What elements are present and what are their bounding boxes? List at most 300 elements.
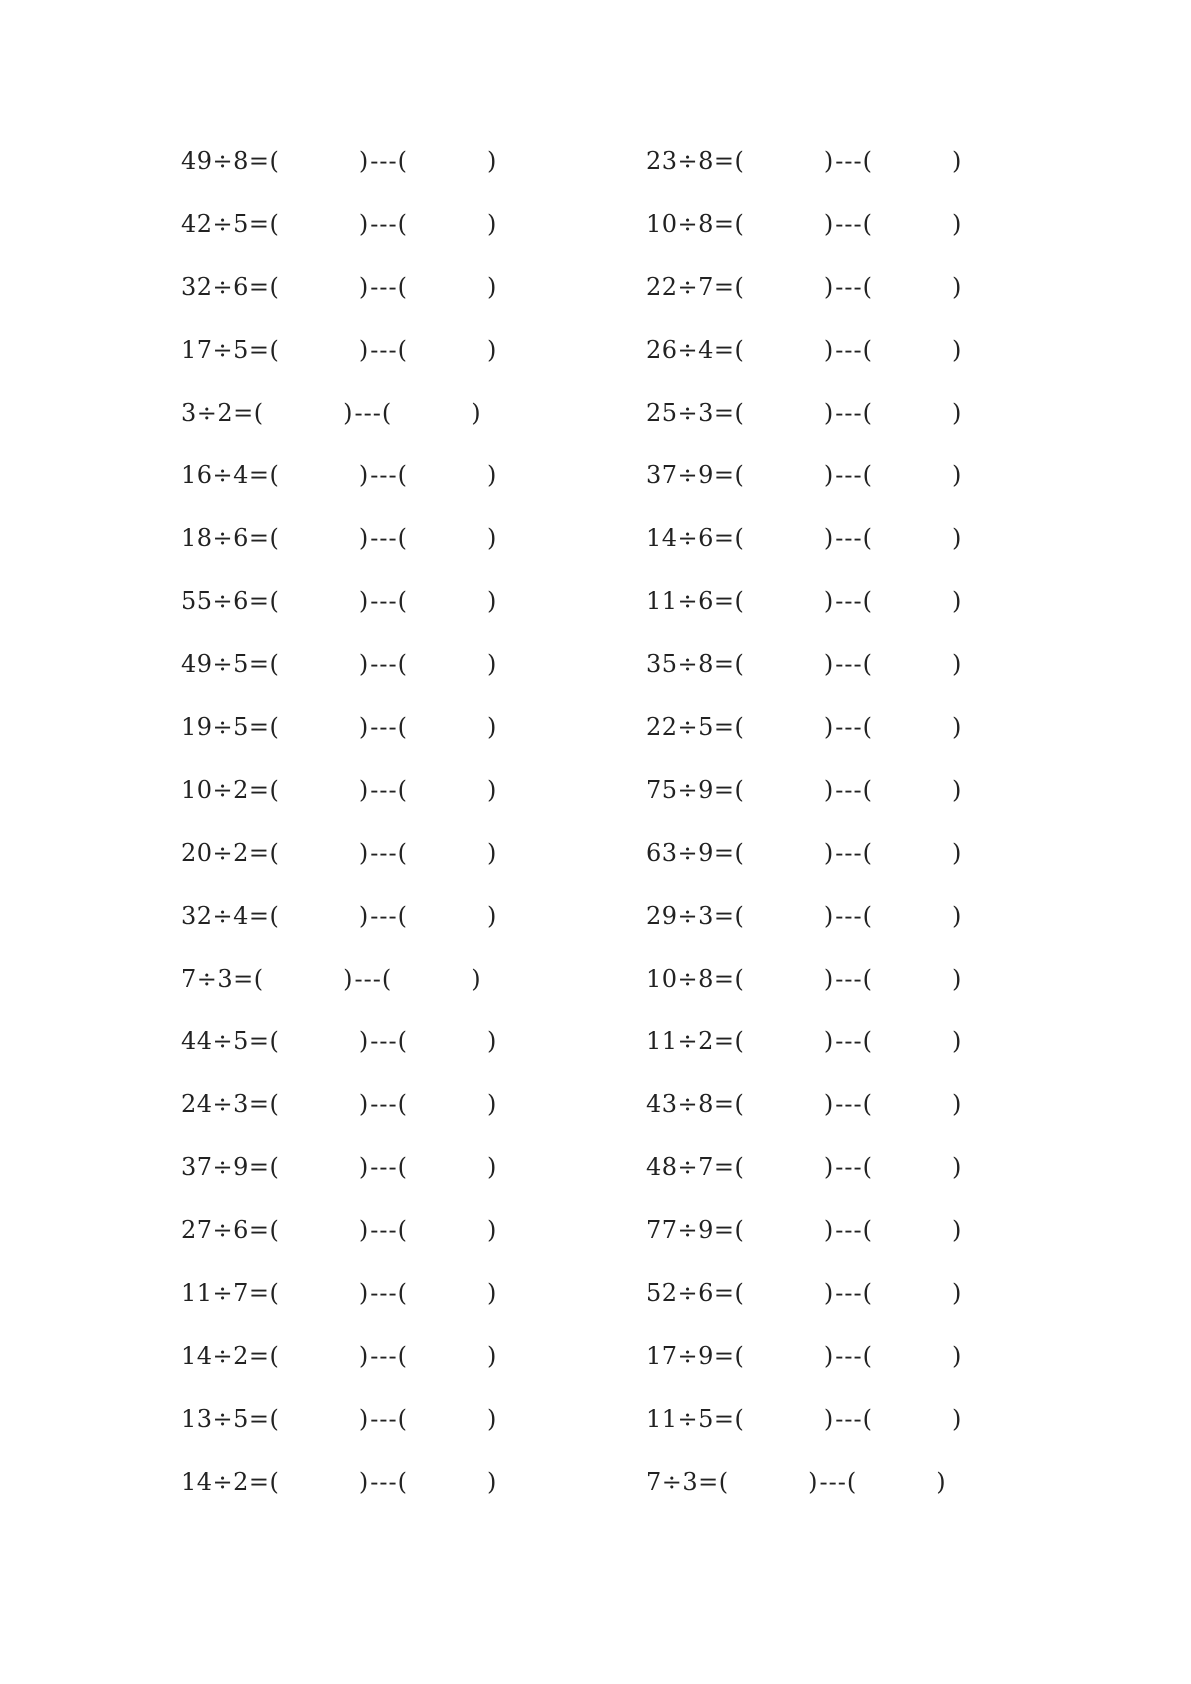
division-expression: 37÷9=: [181, 1153, 270, 1182]
remainder-separator: ---: [835, 1341, 863, 1370]
division-expression: 32÷4=: [181, 901, 270, 930]
remainder-open-paren: (: [397, 1216, 407, 1245]
remainder-close-paren: ): [486, 272, 497, 301]
remainder-open-paren: (: [862, 1341, 872, 1370]
remainder-separator: ---: [370, 1467, 398, 1496]
division-expression: 27÷6=: [181, 1216, 270, 1245]
remainder-separator: ---: [835, 272, 863, 301]
remainder-open-paren: (: [862, 272, 872, 301]
division-expression: 35÷8=: [646, 650, 735, 679]
remainder-separator: ---: [835, 335, 863, 364]
quotient-close-paren: ): [358, 335, 369, 364]
division-expression: 22÷7=: [646, 272, 735, 301]
problem-row: [646, 1467, 961, 1530]
quotient-open-paren: (: [734, 1404, 744, 1433]
remainder-close-paren: ): [951, 1216, 962, 1245]
remainder-close-paren: ): [486, 1090, 497, 1119]
remainder-open-paren: (: [397, 147, 407, 175]
quotient-close-paren: ): [823, 1404, 834, 1433]
remainder-open-paren: (: [381, 398, 392, 427]
quotient-open-paren: (: [269, 335, 279, 364]
remainder-separator: ---: [370, 1279, 398, 1308]
division-expression: 25÷3=: [646, 398, 735, 427]
remainder-open-paren: (: [397, 1090, 407, 1119]
remainder-open-paren: (: [862, 524, 872, 553]
division-expression: 10÷8=: [646, 209, 735, 238]
quotient-open-paren: (: [269, 1404, 279, 1433]
remainder-open-paren: (: [862, 209, 872, 238]
remainder-separator: ---: [370, 335, 398, 364]
quotient-close-paren: ): [823, 1279, 834, 1308]
remainder-open-paren: (: [862, 964, 872, 993]
quotient-close-paren: ): [823, 713, 834, 742]
problem-row: [181, 1215, 496, 1278]
division-expression: 11÷2=: [646, 1027, 735, 1056]
problem-row: [181, 1278, 496, 1341]
quotient-close-paren: ): [358, 1216, 369, 1245]
problem-row: [646, 1341, 961, 1404]
remainder-open-paren: (: [862, 1216, 872, 1245]
division-expression: 10÷8=: [646, 964, 735, 993]
quotient-open-paren: (: [269, 209, 279, 238]
remainder-separator: ---: [370, 524, 398, 553]
remainder-close-paren: ): [486, 461, 497, 490]
remainder-close-paren: ): [951, 901, 962, 930]
remainder-open-paren: (: [862, 1404, 872, 1433]
quotient-open-paren: (: [269, 713, 279, 742]
remainder-close-paren: ): [951, 775, 962, 804]
problem-row: [181, 1089, 496, 1152]
problem-row: [646, 1152, 961, 1215]
problem-row: [646, 272, 961, 335]
remainder-close-paren: ): [951, 209, 962, 238]
remainder-separator: ---: [370, 901, 398, 930]
problem-row: [181, 398, 496, 461]
problem-row: [646, 209, 961, 272]
problem-row: [181, 272, 496, 335]
division-expression: 13÷5=: [181, 1404, 270, 1433]
quotient-open-paren: (: [734, 272, 744, 301]
quotient-close-paren: ): [358, 1341, 369, 1370]
division-expression: 18÷6=: [181, 524, 270, 553]
remainder-separator: ---: [370, 461, 398, 490]
remainder-open-paren: (: [862, 398, 872, 427]
problem-row: [646, 649, 961, 712]
remainder-open-paren: (: [397, 272, 407, 301]
remainder-open-paren: (: [862, 147, 872, 175]
division-expression: 43÷8=: [646, 1090, 735, 1119]
remainder-close-paren: ): [486, 1467, 497, 1496]
remainder-separator: ---: [835, 147, 863, 175]
quotient-close-paren: ): [823, 335, 834, 364]
quotient-close-paren: ): [358, 147, 369, 175]
quotient-close-paren: ): [343, 964, 353, 993]
division-expression: 52÷6=: [646, 1279, 735, 1308]
remainder-separator: ---: [835, 1153, 863, 1182]
remainder-close-paren: ): [486, 1027, 497, 1056]
remainder-open-paren: (: [862, 335, 872, 364]
remainder-close-paren: ): [486, 650, 497, 679]
division-expression: 14÷6=: [646, 524, 735, 553]
division-expression: 7÷3=: [646, 1467, 719, 1496]
quotient-open-paren: (: [269, 1090, 279, 1119]
quotient-close-paren: ): [343, 398, 353, 427]
remainder-open-paren: (: [397, 838, 407, 867]
quotient-close-paren: ): [823, 1216, 834, 1245]
remainder-close-paren: ): [486, 587, 497, 616]
division-expression: 75÷9=: [646, 775, 735, 804]
remainder-close-paren: ): [951, 461, 962, 490]
remainder-close-paren: ): [486, 713, 497, 742]
quotient-open-paren: (: [734, 901, 744, 930]
quotient-close-paren: ): [823, 272, 834, 301]
division-expression: 63÷9=: [646, 838, 735, 867]
problem-row: [646, 1404, 961, 1467]
remainder-separator: ---: [370, 1404, 398, 1433]
remainder-open-paren: (: [397, 335, 407, 364]
remainder-close-paren: ): [471, 964, 481, 993]
remainder-separator: ---: [835, 713, 863, 742]
quotient-close-paren: ): [823, 775, 834, 804]
division-expression: 55÷6=: [181, 587, 270, 616]
left-column: [181, 146, 496, 1530]
problem-row: [181, 775, 496, 838]
quotient-close-paren: ): [823, 398, 834, 427]
division-expression: 26÷4=: [646, 335, 735, 364]
quotient-close-paren: ): [358, 775, 369, 804]
division-expression: 20÷2=: [181, 838, 270, 867]
problem-row: [181, 838, 496, 901]
quotient-close-paren: ): [823, 1027, 834, 1056]
division-expression: 49÷8=: [181, 147, 270, 175]
quotient-open-paren: (: [734, 524, 744, 553]
remainder-open-paren: (: [862, 713, 872, 742]
quotient-close-paren: ): [358, 209, 369, 238]
quotient-close-paren: ): [823, 838, 834, 867]
remainder-close-paren: ): [486, 901, 497, 930]
remainder-separator: ---: [819, 1467, 847, 1496]
remainder-separator: ---: [835, 1279, 863, 1308]
remainder-open-paren: (: [862, 1027, 872, 1056]
quotient-open-paren: (: [253, 398, 264, 427]
quotient-close-paren: ): [358, 650, 369, 679]
quotient-open-paren: (: [269, 901, 279, 930]
quotient-close-paren: ): [358, 901, 369, 930]
remainder-separator: ---: [835, 1216, 863, 1245]
remainder-open-paren: (: [397, 1153, 407, 1182]
quotient-open-paren: (: [269, 1467, 279, 1496]
remainder-close-paren: ): [951, 335, 962, 364]
division-expression: 23÷8=: [646, 147, 735, 175]
division-expression: 14÷2=: [181, 1341, 270, 1370]
problem-row: [181, 209, 496, 272]
remainder-separator: ---: [835, 901, 863, 930]
remainder-open-paren: (: [397, 650, 407, 679]
quotient-close-paren: ): [823, 587, 834, 616]
remainder-close-paren: ): [951, 1279, 962, 1308]
remainder-separator: ---: [370, 1153, 398, 1182]
problem-row: [646, 901, 961, 964]
quotient-open-paren: (: [734, 713, 744, 742]
remainder-close-paren: ): [951, 587, 962, 616]
quotient-open-paren: (: [734, 964, 744, 993]
remainder-close-paren: ): [951, 1404, 962, 1433]
quotient-open-paren: (: [734, 587, 744, 616]
remainder-separator: ---: [835, 650, 863, 679]
division-expression: 29÷3=: [646, 901, 735, 930]
quotient-open-paren: (: [734, 209, 744, 238]
remainder-close-paren: ): [951, 147, 962, 175]
remainder-separator: ---: [835, 1404, 863, 1433]
remainder-close-paren: ): [951, 272, 962, 301]
quotient-open-paren: (: [734, 838, 744, 867]
remainder-open-paren: (: [862, 775, 872, 804]
division-expression: 19÷5=: [181, 713, 270, 742]
right-column: [646, 146, 961, 1530]
quotient-open-paren: (: [269, 1279, 279, 1308]
problem-row: [646, 838, 961, 901]
quotient-close-paren: ): [823, 650, 834, 679]
quotient-open-paren: (: [269, 1027, 279, 1056]
quotient-open-paren: (: [734, 335, 744, 364]
problem-row: [646, 712, 961, 775]
quotient-open-paren: (: [734, 1279, 744, 1308]
division-expression: 16÷4=: [181, 461, 270, 490]
division-expression: 49÷5=: [181, 650, 270, 679]
problem-row: [181, 523, 496, 586]
quotient-open-paren: (: [734, 147, 744, 175]
quotient-close-paren: ): [823, 524, 834, 553]
quotient-close-paren: ): [358, 524, 369, 553]
remainder-open-paren: (: [397, 1404, 407, 1433]
quotient-open-paren: (: [734, 1090, 744, 1119]
quotient-close-paren: ): [358, 1153, 369, 1182]
remainder-open-paren: (: [862, 838, 872, 867]
problem-row: [646, 775, 961, 838]
remainder-close-paren: ): [486, 1216, 497, 1245]
quotient-close-paren: ): [823, 461, 834, 490]
remainder-separator: ---: [835, 1027, 863, 1056]
problem-row: [646, 1215, 961, 1278]
remainder-open-paren: (: [397, 524, 407, 553]
quotient-open-paren: (: [253, 964, 264, 993]
quotient-close-paren: ): [358, 587, 369, 616]
quotient-close-paren: ): [823, 209, 834, 238]
remainder-separator: ---: [370, 650, 398, 679]
problem-row: [181, 1026, 496, 1089]
remainder-close-paren: ): [936, 1467, 946, 1496]
remainder-close-paren: ): [486, 1279, 497, 1308]
remainder-close-paren: ): [486, 209, 497, 238]
division-expression: 11÷7=: [181, 1279, 270, 1308]
remainder-separator: ---: [370, 1090, 398, 1119]
remainder-separator: ---: [835, 775, 863, 804]
remainder-separator: ---: [370, 1027, 398, 1056]
division-expression: 17÷9=: [646, 1341, 735, 1370]
quotient-open-paren: (: [734, 775, 744, 804]
quotient-open-paren: (: [734, 461, 744, 490]
quotient-open-paren: (: [734, 650, 744, 679]
remainder-open-paren: (: [397, 1341, 407, 1370]
remainder-separator: ---: [835, 838, 863, 867]
quotient-close-paren: ): [358, 1467, 369, 1496]
quotient-close-paren: ): [358, 1090, 369, 1119]
quotient-close-paren: ): [823, 147, 834, 175]
quotient-close-paren: ): [358, 838, 369, 867]
quotient-close-paren: ): [358, 1027, 369, 1056]
remainder-separator: ---: [370, 713, 398, 742]
remainder-open-paren: (: [397, 713, 407, 742]
problem-row: [646, 146, 961, 209]
remainder-open-paren: (: [862, 1090, 872, 1119]
quotient-open-paren: (: [269, 272, 279, 301]
quotient-close-paren: ): [358, 272, 369, 301]
quotient-close-paren: ): [823, 964, 834, 993]
problem-row: [646, 398, 961, 461]
remainder-separator: ---: [370, 838, 398, 867]
problem-row: [181, 1341, 496, 1404]
remainder-open-paren: (: [397, 775, 407, 804]
quotient-open-paren: (: [269, 775, 279, 804]
quotient-open-paren: (: [269, 838, 279, 867]
remainder-open-paren: (: [846, 1467, 857, 1496]
remainder-close-paren: ): [486, 1404, 497, 1433]
quotient-open-paren: (: [269, 1216, 279, 1245]
remainder-open-paren: (: [381, 964, 392, 993]
remainder-separator: ---: [370, 209, 398, 238]
division-expression: 24÷3=: [181, 1090, 270, 1119]
quotient-open-paren: (: [269, 524, 279, 553]
problem-row: [181, 1467, 496, 1530]
problem-row: [181, 335, 496, 398]
quotient-close-paren: ): [358, 1279, 369, 1308]
remainder-separator: ---: [354, 964, 382, 993]
problem-row: [181, 146, 496, 209]
division-expression: 11÷5=: [646, 1404, 735, 1433]
quotient-open-paren: (: [734, 1153, 744, 1182]
remainder-open-paren: (: [397, 461, 407, 490]
remainder-separator: ---: [370, 272, 398, 301]
remainder-close-paren: ): [486, 1153, 497, 1182]
remainder-close-paren: ): [951, 650, 962, 679]
remainder-separator: ---: [835, 461, 863, 490]
quotient-open-paren: (: [269, 1153, 279, 1182]
remainder-separator: ---: [835, 209, 863, 238]
remainder-open-paren: (: [862, 901, 872, 930]
problem-row: [181, 460, 496, 523]
remainder-close-paren: ): [486, 775, 497, 804]
problem-row: [181, 586, 496, 649]
remainder-close-paren: ): [951, 838, 962, 867]
quotient-open-paren: (: [734, 398, 744, 427]
remainder-close-paren: ): [951, 964, 962, 993]
division-expression: 11÷6=: [646, 587, 735, 616]
remainder-close-paren: ): [486, 524, 497, 553]
remainder-separator: ---: [370, 1341, 398, 1370]
remainder-close-paren: ): [471, 398, 481, 427]
remainder-separator: ---: [354, 398, 382, 427]
quotient-close-paren: ): [823, 1341, 834, 1370]
remainder-separator: ---: [835, 587, 863, 616]
quotient-open-paren: (: [269, 587, 279, 616]
quotient-close-paren: ): [823, 901, 834, 930]
remainder-open-paren: (: [862, 587, 872, 616]
problem-row: [181, 964, 496, 1027]
remainder-open-paren: (: [397, 1027, 407, 1056]
division-expression: 22÷5=: [646, 713, 735, 742]
quotient-close-paren: ): [823, 1090, 834, 1119]
division-expression: 37÷9=: [646, 461, 735, 490]
remainder-open-paren: (: [397, 209, 407, 238]
quotient-open-paren: (: [734, 1027, 744, 1056]
problem-row: [181, 649, 496, 712]
division-expression: 42÷5=: [181, 209, 270, 238]
division-expression: 44÷5=: [181, 1027, 270, 1056]
problem-row: [181, 901, 496, 964]
division-expression: 77÷9=: [646, 1216, 735, 1245]
quotient-open-paren: (: [269, 461, 279, 490]
quotient-close-paren: ): [823, 1153, 834, 1182]
remainder-close-paren: ): [951, 1027, 962, 1056]
remainder-open-paren: (: [862, 461, 872, 490]
remainder-close-paren: ): [951, 398, 962, 427]
quotient-close-paren: ): [358, 713, 369, 742]
division-expression: 3÷2=: [181, 398, 254, 427]
problem-row: [181, 1404, 496, 1467]
remainder-separator: ---: [370, 1216, 398, 1245]
remainder-open-paren: (: [862, 1153, 872, 1182]
remainder-close-paren: ): [951, 713, 962, 742]
remainder-separator: ---: [835, 524, 863, 553]
remainder-separator: ---: [370, 775, 398, 804]
division-expression: 7÷3=: [181, 964, 254, 993]
remainder-close-paren: ): [486, 335, 497, 364]
division-expression: 17÷5=: [181, 335, 270, 364]
remainder-open-paren: (: [397, 1467, 407, 1496]
remainder-separator: ---: [370, 147, 398, 175]
quotient-open-paren: (: [718, 1467, 729, 1496]
remainder-close-paren: ): [951, 1090, 962, 1119]
quotient-open-paren: (: [269, 650, 279, 679]
remainder-open-paren: (: [397, 587, 407, 616]
division-expression: 14÷2=: [181, 1467, 270, 1496]
division-expression: 10÷2=: [181, 775, 270, 804]
quotient-open-paren: (: [269, 147, 279, 175]
remainder-close-paren: ): [951, 1153, 962, 1182]
problem-row: [646, 523, 961, 586]
remainder-close-paren: ): [486, 1341, 497, 1370]
problem-row: [646, 1089, 961, 1152]
problem-row: [646, 460, 961, 523]
remainder-close-paren: ): [951, 524, 962, 553]
remainder-close-paren: ): [486, 147, 497, 175]
division-expression: 48÷7=: [646, 1153, 735, 1182]
quotient-open-paren: (: [734, 1341, 744, 1370]
problem-row: [646, 335, 961, 398]
remainder-separator: ---: [835, 964, 863, 993]
remainder-separator: ---: [835, 1090, 863, 1119]
quotient-close-paren: ): [358, 461, 369, 490]
problem-row: [646, 1026, 961, 1089]
problem-row: [646, 586, 961, 649]
remainder-close-paren: ): [486, 838, 497, 867]
problem-row: [646, 1278, 961, 1341]
quotient-open-paren: (: [734, 1216, 744, 1245]
remainder-open-paren: (: [862, 1279, 872, 1308]
remainder-open-paren: (: [862, 650, 872, 679]
remainder-close-paren: ): [951, 1341, 962, 1370]
remainder-separator: ---: [835, 398, 863, 427]
